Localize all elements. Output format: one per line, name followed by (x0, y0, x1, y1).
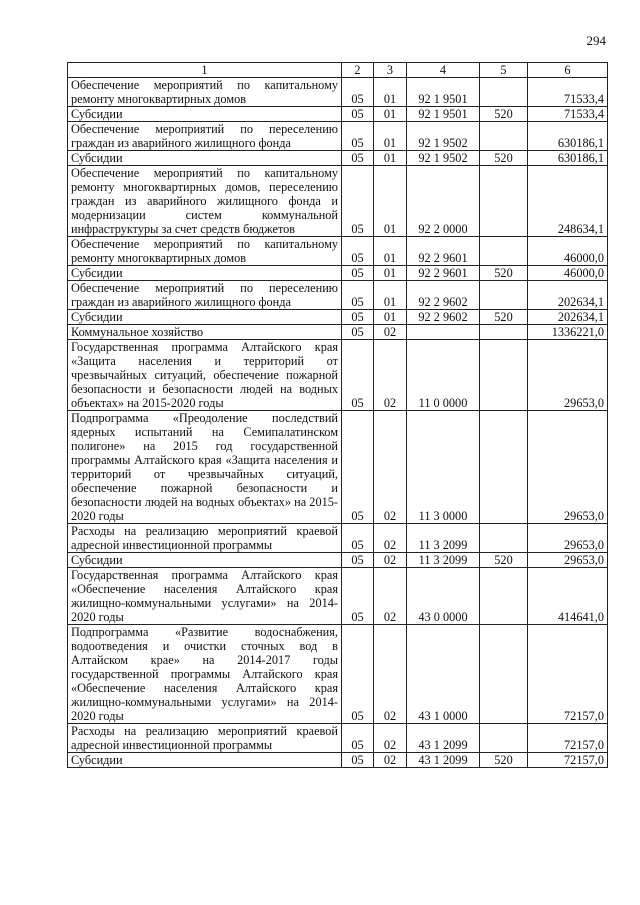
subsection-code-cell: 01 (374, 310, 407, 325)
column-header: 3 (374, 63, 407, 78)
target-article-cell: 43 0 0000 (407, 568, 480, 625)
section-code-cell: 05 (342, 411, 374, 524)
table-row (68, 122, 608, 151)
expense-type-cell: 520 (480, 553, 528, 568)
section-code-cell: 05 (342, 266, 374, 281)
subsection-code-cell: 02 (374, 325, 407, 340)
column-header: 2 (342, 63, 374, 78)
table-row (68, 166, 608, 237)
table-body (68, 78, 608, 768)
amount-cell: 29653,0 (528, 411, 608, 524)
row-name-cell: Субсидии (68, 151, 342, 166)
amount-cell: 72157,0 (528, 724, 608, 753)
table-row (68, 310, 608, 325)
section-code-cell: 05 (342, 753, 374, 768)
table-row (68, 524, 608, 553)
section-code-cell: 05 (342, 281, 374, 310)
table-row (68, 325, 608, 340)
amount-cell: 630186,1 (528, 151, 608, 166)
target-article-cell (407, 325, 480, 340)
expense-type-cell (480, 625, 528, 724)
table-row (68, 753, 608, 768)
row-name-cell: Субсидии (68, 107, 342, 122)
column-header: 1 (68, 63, 342, 78)
row-name-cell: Подпрограмма «Развитие водоснабжения, водоотведения и очистки сточных вод в Алтайском крае» на 2014-2017 годы государственной программы Алтайского края «Обеспечение населения Алтайского края жилищно-коммунальными услугами» на 2014-2020 годы (68, 625, 342, 724)
target-article-cell: 92 2 9601 (407, 237, 480, 266)
amount-cell: 202634,1 (528, 310, 608, 325)
section-code-cell: 05 (342, 78, 374, 107)
target-article-cell: 92 2 0000 (407, 166, 480, 237)
amount-cell: 1336221,0 (528, 325, 608, 340)
table-row (68, 411, 608, 524)
row-name-cell: Обеспечение мероприятий по капитальному ремонту многоквартирных домов (68, 237, 342, 266)
target-article-cell: 92 2 9601 (407, 266, 480, 281)
amount-cell: 202634,1 (528, 281, 608, 310)
section-code-cell: 05 (342, 151, 374, 166)
subsection-code-cell: 02 (374, 553, 407, 568)
column-header: 6 (528, 63, 608, 78)
table-row (68, 107, 608, 122)
row-name-cell: Расходы на реализацию мероприятий краевой адресной инвестиционной программы (68, 524, 342, 553)
target-article-cell: 92 2 9602 (407, 281, 480, 310)
amount-cell: 72157,0 (528, 625, 608, 724)
expense-type-cell (480, 524, 528, 553)
subsection-code-cell: 02 (374, 524, 407, 553)
expense-type-cell (480, 281, 528, 310)
target-article-cell: 43 1 2099 (407, 724, 480, 753)
section-code-cell: 05 (342, 724, 374, 753)
table-row (68, 237, 608, 266)
budget-table (67, 62, 608, 768)
page-number: 294 (586, 33, 606, 48)
table-row (68, 78, 608, 107)
section-code-cell: 05 (342, 340, 374, 411)
row-name-cell: Обеспечение мероприятий по капитальному ремонту многоквартирных домов, переселению граждан из аварийного жилищного фонда и модернизации систем коммунальной инфраструктуры за счет средств бюджетов (68, 166, 342, 237)
subsection-code-cell: 02 (374, 568, 407, 625)
expense-type-cell: 520 (480, 753, 528, 768)
subsection-code-cell: 01 (374, 122, 407, 151)
amount-cell: 71533,4 (528, 107, 608, 122)
amount-cell: 46000,0 (528, 237, 608, 266)
subsection-code-cell: 02 (374, 724, 407, 753)
section-code-cell: 05 (342, 166, 374, 237)
target-article-cell: 43 1 2099 (407, 753, 480, 768)
expense-type-cell (480, 411, 528, 524)
row-name-cell: Субсидии (68, 266, 342, 281)
target-article-cell: 92 1 9501 (407, 107, 480, 122)
row-name-cell: Государственная программа Алтайского края «Обеспечение населения Алтайского края жилищно-коммунальными услугами» на 2014-2020 годы (68, 568, 342, 625)
subsection-code-cell: 02 (374, 340, 407, 411)
amount-cell: 248634,1 (528, 166, 608, 237)
row-name-cell: Обеспечение мероприятий по переселению граждан из аварийного жилищного фонда (68, 281, 342, 310)
target-article-cell: 43 1 0000 (407, 625, 480, 724)
subsection-code-cell: 01 (374, 281, 407, 310)
table-row (68, 568, 608, 625)
target-article-cell: 11 3 2099 (407, 524, 480, 553)
column-header: 5 (480, 63, 528, 78)
subsection-code-cell: 02 (374, 753, 407, 768)
row-name-cell: Государственная программа Алтайского края «Защита населения и территорий от чрезвычайных ситуаций, обеспечение пожарной безопасности и безопасности людей на водных объектах» на 2015-2020 годы (68, 340, 342, 411)
row-name-cell: Обеспечение мероприятий по капитальному ремонту многоквартирных домов (68, 78, 342, 107)
row-name-cell: Расходы на реализацию мероприятий краевой адресной инвестиционной программы (68, 724, 342, 753)
table-row (68, 553, 608, 568)
section-code-cell: 05 (342, 553, 374, 568)
table-row (68, 281, 608, 310)
expense-type-cell (480, 166, 528, 237)
section-code-cell: 05 (342, 122, 374, 151)
amount-cell: 71533,4 (528, 78, 608, 107)
target-article-cell: 11 0 0000 (407, 340, 480, 411)
table-row (68, 724, 608, 753)
amount-cell: 414641,0 (528, 568, 608, 625)
target-article-cell: 92 1 9502 (407, 122, 480, 151)
subsection-code-cell: 01 (374, 266, 407, 281)
row-name-cell: Коммунальное хозяйство (68, 325, 342, 340)
amount-cell: 29653,0 (528, 553, 608, 568)
row-name-cell: Субсидии (68, 553, 342, 568)
expense-type-cell (480, 122, 528, 151)
expense-type-cell: 520 (480, 310, 528, 325)
subsection-code-cell: 02 (374, 625, 407, 724)
expense-type-cell: 520 (480, 151, 528, 166)
target-article-cell: 92 2 9602 (407, 310, 480, 325)
section-code-cell: 05 (342, 310, 374, 325)
expense-type-cell (480, 237, 528, 266)
column-header: 4 (407, 63, 480, 78)
target-article-cell: 11 3 2099 (407, 553, 480, 568)
table-row (68, 266, 608, 281)
section-code-cell: 05 (342, 625, 374, 724)
row-name-cell: Субсидии (68, 310, 342, 325)
target-article-cell: 92 1 9502 (407, 151, 480, 166)
expense-type-cell (480, 78, 528, 107)
expense-type-cell (480, 724, 528, 753)
subsection-code-cell: 01 (374, 107, 407, 122)
row-name-cell: Субсидии (68, 753, 342, 768)
section-code-cell: 05 (342, 568, 374, 625)
row-name-cell: Подпрограмма «Преодоление последствий ядерных испытаний на Семипалатинском полигоне» на 2015 год государственной программы Алтайского края «Защита населения и территорий от чрезвычайных ситуаций, обеспечение пожарной безопасности и безопасности людей на водных объектах» на 2015-2020 годы (68, 411, 342, 524)
section-code-cell: 05 (342, 524, 374, 553)
amount-cell: 29653,0 (528, 524, 608, 553)
table-row (68, 625, 608, 724)
section-code-cell: 05 (342, 325, 374, 340)
expense-type-cell (480, 340, 528, 411)
amount-cell: 630186,1 (528, 122, 608, 151)
target-article-cell: 11 3 0000 (407, 411, 480, 524)
expense-type-cell (480, 325, 528, 340)
amount-cell: 72157,0 (528, 753, 608, 768)
target-article-cell: 92 1 9501 (407, 78, 480, 107)
amount-cell: 46000,0 (528, 266, 608, 281)
header-row (68, 63, 608, 78)
subsection-code-cell: 02 (374, 411, 407, 524)
section-code-cell: 05 (342, 237, 374, 266)
expense-type-cell (480, 568, 528, 625)
section-code-cell: 05 (342, 107, 374, 122)
subsection-code-cell: 01 (374, 78, 407, 107)
expense-type-cell: 520 (480, 107, 528, 122)
subsection-code-cell: 01 (374, 237, 407, 266)
subsection-code-cell: 01 (374, 166, 407, 237)
subsection-code-cell: 01 (374, 151, 407, 166)
table-row (68, 151, 608, 166)
row-name-cell: Обеспечение мероприятий по переселению граждан из аварийного жилищного фонда (68, 122, 342, 151)
amount-cell: 29653,0 (528, 340, 608, 411)
expense-type-cell: 520 (480, 266, 528, 281)
table-row (68, 340, 608, 411)
